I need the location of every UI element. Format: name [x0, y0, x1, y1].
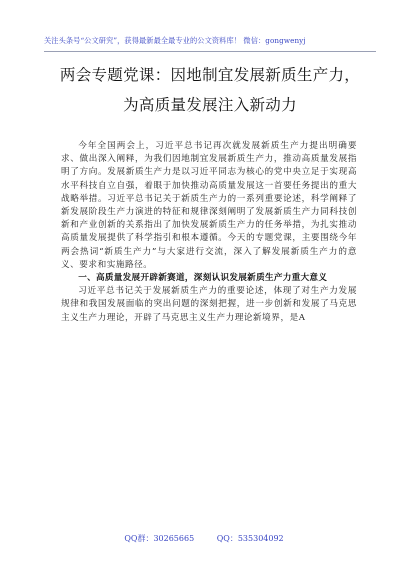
section-heading-1: 一、高质量发展开辟新赛道，深刻认识发展新质生产力重大意义 — [78, 273, 328, 284]
footer-qq-group: QQ群：30265665 — [124, 534, 195, 543]
document-body — [61, 140, 357, 325]
header-note: 关注头条号“公文研究”，获得最新最全最专业的公文资料库！ 微信：gongwenyj — [44, 36, 306, 45]
document-title-line-1: 两会专题党课：因地制宜发展新质生产力， — [59, 66, 361, 84]
footer-contact — [0, 533, 408, 544]
document-title-line-2: 为高质量发展注入新动力 — [123, 96, 297, 114]
header-divider — [44, 51, 376, 52]
footer-qq: QQ：535304092 — [216, 534, 284, 543]
paragraph-intro: 今年全国两会上，习近平总书记再次就发展新质生产力提出明确要求、做出深入阐释，为我们因地制宜发展新质生产力，推动高质量发展指明了方向。发展新质生产力是以习近平同志为核心的党中央立足于实现高水平科技自立自强，着眼于加快推动高质量发展这一首要任务提出的重大战略举措。习近平总书记关于新质生产力的一系列重要论述，科学阐释了新发展阶段生产力演进的特征和规律深刻阐明了发展新质生产力同科技创新和产业创新的关系指出了加快发展新质生产力的任务举措，为扎实推动高质量发展提供了科学指引和根本遵循。今天的专题党课，主要围绕今年两会热词“新质生产力”与大家进行交流，深入了解发展新质生产力的意义、要求和实施路径。 — [61, 141, 357, 270]
paragraph-section-1: 习近平总书记关于发展新质生产力的重要论述，体现了对生产力发展规律和我国发展面临的突出问题的深刻把握，进一步创新和发展了马克思主义生产力理论，开辟了马克思主义生产力理论新境界，是A — [61, 286, 357, 323]
